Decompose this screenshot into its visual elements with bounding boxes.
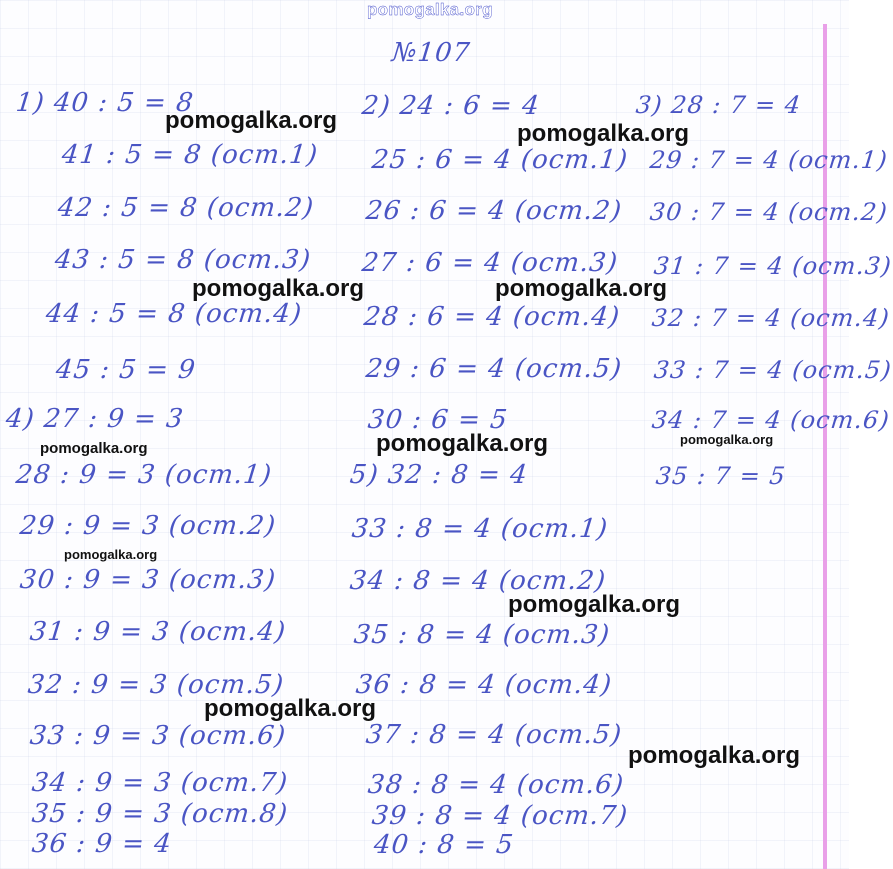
column-2-line: 29 : 6 = 4 (ост.5): [364, 354, 624, 384]
watermark: pomogalka.org: [376, 430, 549, 457]
column-5-line: 36 : 8 = 4 (ост.4): [354, 670, 614, 700]
column-1-line: 41 : 5 = 8 (ост.1): [60, 140, 320, 170]
column-4-line: 33 : 9 = 3 (ост.6): [28, 721, 288, 751]
watermark: pomogalka.org: [40, 440, 148, 457]
column-4-line: 29 : 9 = 3 (ост.2): [18, 511, 278, 541]
column-4-line: 36 : 9 = 4: [30, 829, 174, 859]
column-2-line: 28 : 6 = 4 (ост.4): [362, 302, 622, 332]
column-5-line: 5) 32 : 8 = 4: [348, 460, 530, 490]
column-3-line: 33 : 7 = 4 (ост.5): [652, 356, 893, 384]
column-3-line: 35 : 7 = 5: [654, 462, 788, 490]
column-5-line: 38 : 8 = 4 (ост.6): [366, 770, 626, 800]
column-4-line: 35 : 9 = 3 (ост.8): [30, 799, 290, 829]
column-2-line: 26 : 6 = 4 (ост.2): [364, 196, 624, 226]
column-1-line: 44 : 5 = 8 (ост.4): [44, 299, 304, 329]
column-3-line: 3) 28 : 7 = 4: [634, 91, 803, 119]
watermark: pomogalka.org: [204, 695, 377, 722]
column-5-line: 40 : 8 = 5: [372, 830, 516, 860]
column-5-line: 35 : 8 = 4 (ост.3): [352, 620, 612, 650]
watermark: pomogalka.org: [495, 275, 668, 302]
column-4-line: 28 : 9 = 3 (ост.1): [14, 460, 274, 490]
column-5-line: 39 : 8 = 4 (ост.7): [370, 801, 630, 831]
column-2-line: 27 : 6 = 4 (ост.3): [360, 248, 620, 278]
column-4-line: 34 : 9 = 3 (ост.7): [30, 768, 290, 798]
watermark: pomogalka.org: [508, 591, 681, 618]
column-1-line: 45 : 5 = 9: [54, 355, 198, 385]
column-4-line: 32 : 9 = 3 (ост.5): [26, 670, 286, 700]
watermark: pomogalka.org: [192, 275, 365, 302]
watermark: pomogalka.org: [517, 120, 690, 147]
column-4-line: 30 : 9 = 3 (ост.3): [18, 565, 278, 595]
column-1-line: 42 : 5 = 8 (ост.2): [56, 193, 316, 223]
site-header-label: pomogalka.org: [367, 0, 493, 19]
column-4-line: 31 : 9 = 3 (ост.4): [28, 617, 288, 647]
watermark: pomogalka.org: [680, 432, 774, 447]
column-5-line: 34 : 8 = 4 (ост.2): [348, 566, 608, 596]
column-3-line: 32 : 7 = 4 (ост.4): [650, 304, 892, 332]
task-number: №107: [390, 38, 472, 68]
column-1-line: 43 : 5 = 8 (ост.3): [53, 245, 313, 275]
column-3-line: 30 : 7 = 4 (ост.2): [648, 198, 890, 226]
watermark: pomogalka.org: [64, 547, 158, 562]
column-3-line: 29 : 7 = 4 (ост.1): [648, 146, 890, 174]
column-1-line: 1) 40 : 5 = 8: [14, 88, 196, 118]
column-2-line: 30 : 6 = 5: [366, 405, 510, 435]
column-2-line: 2) 24 : 6 = 4: [360, 91, 542, 121]
column-2-line: 25 : 6 = 4 (ост.1): [370, 145, 630, 175]
watermark: pomogalka.org: [165, 107, 338, 134]
column-4-line: 4) 27 : 9 = 3: [4, 404, 186, 434]
column-3-line: 31 : 7 = 4 (ост.3): [652, 252, 893, 280]
column-5-line: 33 : 8 = 4 (ост.1): [350, 514, 610, 544]
column-3-line: 34 : 7 = 4 (ост.6): [650, 406, 892, 434]
column-5-line: 37 : 8 = 4 (ост.5): [364, 720, 624, 750]
watermark: pomogalka.org: [628, 742, 801, 769]
